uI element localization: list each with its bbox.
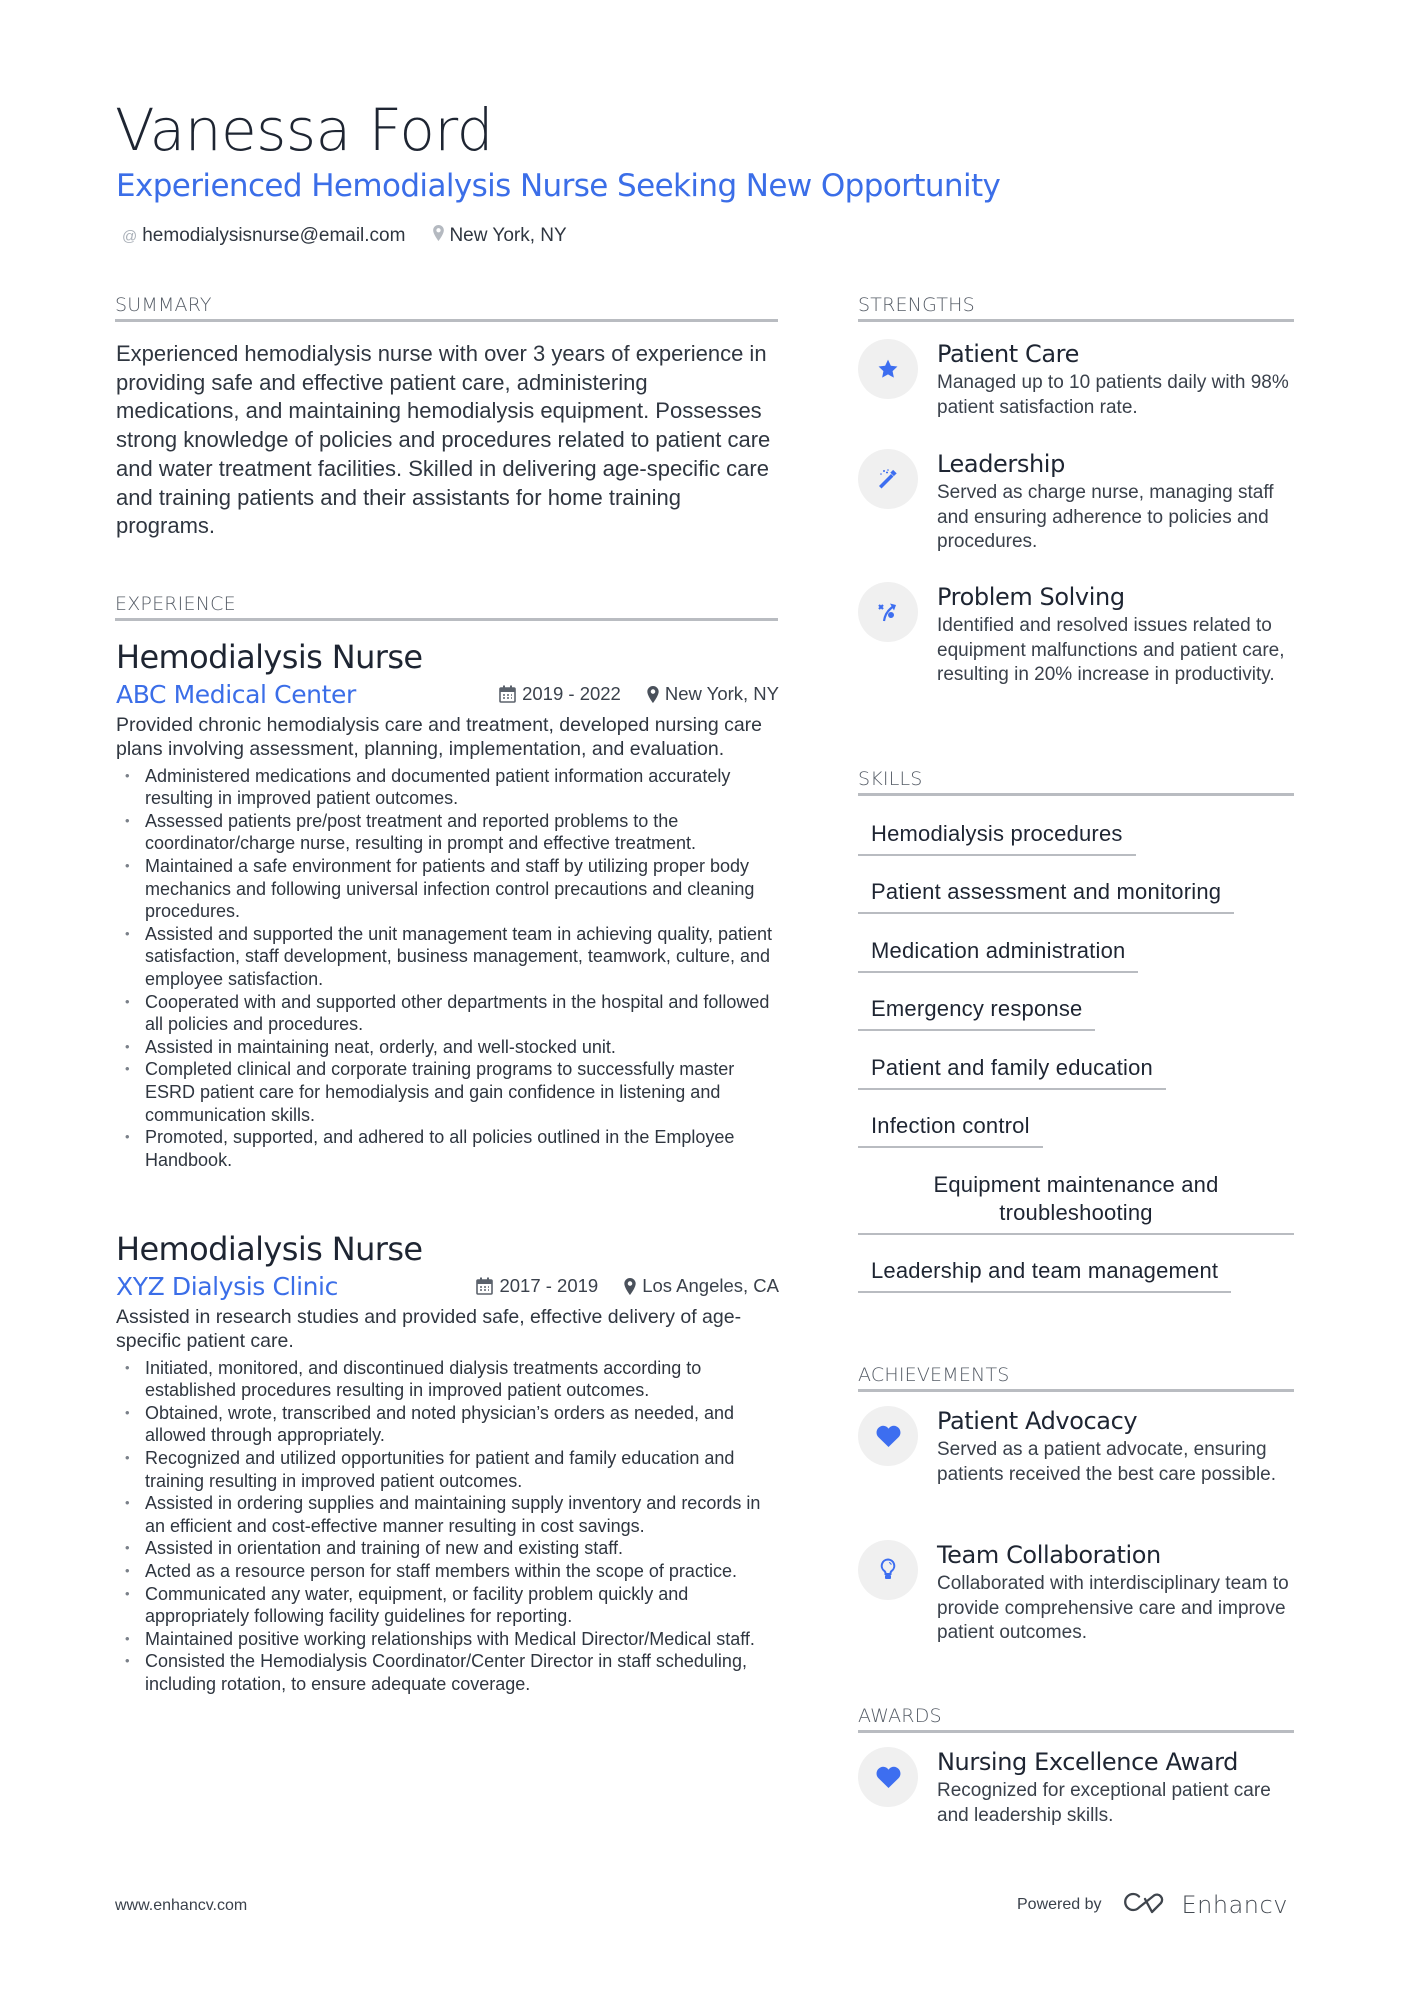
job-location: Los Angeles, CA	[642, 1275, 779, 1296]
lightbulb-icon	[858, 1540, 918, 1600]
strength-title: Problem Solving	[937, 583, 1125, 611]
bullet-item: • Assisted in orientation and training of new and existing staff.	[116, 1537, 779, 1560]
strength-item	[858, 339, 1294, 420]
summary-text: Experienced hemodialysis nurse with over 3 years of experience in providing safe and effective patient care, administering medications, and maintaining hemodialysis equipment. Possesses strong knowledge of policies and procedures related to patient care and water treatment facilities. Skilled in delivering age-specific care and training patients and their assistants for home training programs.	[116, 341, 771, 539]
location-pin-icon	[624, 1278, 636, 1295]
achievement-title: Team Collaboration	[937, 1541, 1161, 1569]
job-bullets	[116, 765, 779, 1172]
bullet-item: • Assisted and supported the unit management team in achieving quality, patient satisfaction, staff development, business management, teamwork, culture, and employee satisfaction.	[116, 923, 779, 991]
strength-description: Served as charge nurse, managing staff and ensuring adherence to policies and procedures.	[937, 482, 1274, 552]
contact-bar	[122, 225, 567, 247]
award-item	[858, 1747, 1294, 1828]
strength-title: Leadership	[937, 450, 1065, 478]
bullet-item: • Communicated any water, equipment, or facility problem quickly and appropriately following facility guidelines for reporting.	[116, 1583, 779, 1628]
powered-by-label: Powered by	[1017, 1896, 1102, 1913]
heart-icon	[858, 1747, 918, 1807]
bullet-item: • Completed clinical and corporate training programs to successfully master ESRD patient care for hemodialysis and gain confidence in listening and communication skills.	[116, 1058, 779, 1126]
strength-item	[858, 582, 1294, 688]
job-title: Hemodialysis Nurse	[116, 1230, 423, 1268]
candidate-name: Vanessa Ford	[115, 96, 493, 164]
strength-description: Managed up to 10 patients daily with 98% patient satisfaction rate.	[937, 372, 1289, 418]
bullet-item: • Maintained a safe environment for patients and staff by utilizing proper body mechanics and following universal infection control precautions and cleaning procedures.	[116, 855, 779, 923]
contact-location	[433, 225, 566, 247]
enhancv-logo[interactable]	[1124, 1890, 1288, 1920]
bullet-item: • Assessed patients pre/post treatment and reported problems to the coordinator/charge nurse, resulting in prompt and effective treatment.	[116, 810, 779, 855]
job-entry-2	[116, 1230, 779, 1696]
job-bullets	[116, 1357, 779, 1696]
bullet-item: • Cooperated with and supported other departments in the hospital and followed all policies and procedures.	[116, 991, 779, 1036]
experience-heading: EXPERIENCE	[115, 593, 778, 621]
job-location: New York, NY	[664, 683, 779, 704]
award-title: Nursing Excellence Award	[937, 1748, 1238, 1776]
heart-icon	[858, 1406, 918, 1466]
company-name: ABC Medical Center	[116, 680, 356, 709]
achievement-title: Patient Advocacy	[937, 1407, 1138, 1435]
skill-tag: Medication administration	[858, 937, 1138, 973]
calendar-icon	[476, 1277, 493, 1295]
strategy-route-icon	[858, 582, 918, 642]
achievement-item	[858, 1540, 1294, 1646]
enhancv-brand-name: Enhancv	[1181, 1891, 1288, 1919]
bullet-item: • Assisted in maintaining neat, orderly, and well-stocked unit.	[116, 1036, 779, 1059]
achievements-heading: ACHIEVEMENTS	[858, 1364, 1294, 1392]
achievement-description: Collaborated with interdisciplinary team to provide comprehensive care and improve patient outcomes.	[937, 1573, 1289, 1643]
company-name: XYZ Dialysis Clinic	[116, 1272, 338, 1301]
strength-item	[858, 449, 1294, 555]
headline: Experienced Hemodialysis Nurse Seeking New Opportunity	[116, 168, 1001, 204]
skill-tag: Patient assessment and monitoring	[858, 878, 1234, 914]
footer-website-link[interactable]: www.enhancv.com	[115, 1897, 248, 1914]
job-title: Hemodialysis Nurse	[116, 638, 423, 676]
enhancv-logo-icon	[1124, 1890, 1170, 1920]
strength-description: Identified and resolved issues related to equipment malfunctions and patient care, resulting in 20% increase in productivity.	[937, 615, 1285, 685]
star-icon	[858, 339, 918, 399]
skill-tag: Hemodialysis procedures	[858, 820, 1136, 856]
contact-email[interactable]	[122, 225, 405, 247]
bullet-item: • Maintained positive working relationships with Medical Director/Medical staff.	[116, 1628, 779, 1651]
bullet-item: • Promoted, supported, and adhered to all policies outlined in the Employee Handbook.	[116, 1126, 779, 1171]
powered-by	[1017, 1890, 1288, 1920]
job-description: Provided chronic hemodialysis care and treatment, developed nursing care plans involving assessment, planning, implementation, and evaluation.	[116, 714, 763, 761]
awards-heading: AWARDS	[858, 1705, 1294, 1733]
achievement-description: Served as a patient advocate, ensuring patients received the best care possible.	[937, 1439, 1277, 1485]
skill-tag: Patient and family education	[858, 1054, 1166, 1090]
achievement-item	[858, 1406, 1294, 1487]
calendar-icon	[499, 685, 516, 703]
strengths-heading: STRENGTHS	[858, 294, 1294, 322]
email-text: hemodialysisnurse@email.com	[142, 225, 406, 246]
bullet-item: • Acted as a resource person for staff members within the scope of practice.	[116, 1560, 779, 1583]
strength-title: Patient Care	[937, 340, 1079, 368]
job-description: Assisted in research studies and provided safe, effective delivery of age-specific patient care.	[116, 1306, 742, 1353]
bullet-item: • Assisted in ordering supplies and maintaining supply inventory and records in an efficient and cost-effective manner resulting in cost savings.	[116, 1492, 779, 1537]
job-dates: 2017 - 2019	[499, 1275, 599, 1296]
skills-heading: SKILLS	[858, 768, 1294, 796]
job-dates: 2019 - 2022	[522, 683, 621, 704]
job-entry-1	[116, 638, 779, 1171]
skill-tag: Emergency response	[858, 995, 1095, 1031]
location-text: New York, NY	[449, 225, 567, 246]
summary-heading: SUMMARY	[115, 294, 778, 322]
skill-tag: Leadership and team management	[858, 1257, 1231, 1293]
bullet-item: • Initiated, monitored, and discontinued dialysis treatments according to established procedures resulting in improved patient outcomes.	[116, 1357, 779, 1402]
location-pin-icon	[647, 686, 659, 703]
skill-tag: Equipment maintenance and troubleshooting	[858, 1171, 1294, 1235]
bullet-item: • Consisted the Hemodialysis Coordinator/Center Director in staff scheduling, including rotation, to ensure adequate coverage.	[116, 1650, 779, 1695]
location-pin-icon	[433, 225, 444, 247]
at-icon: @	[122, 227, 138, 245]
magic-wand-icon	[858, 449, 918, 509]
skill-tag: Infection control	[858, 1112, 1043, 1148]
bullet-item: • Administered medications and documented patient information accurately resulting in improved patient outcomes.	[116, 765, 779, 810]
award-description: Recognized for exceptional patient care and leadership skills.	[937, 1780, 1271, 1826]
bullet-item: • Obtained, wrote, transcribed and noted physician’s orders as needed, and allowed through appropriately.	[116, 1402, 779, 1447]
bullet-item: • Recognized and utilized opportunities for patient and family education and training resulting in improved patient outcomes.	[116, 1447, 779, 1492]
